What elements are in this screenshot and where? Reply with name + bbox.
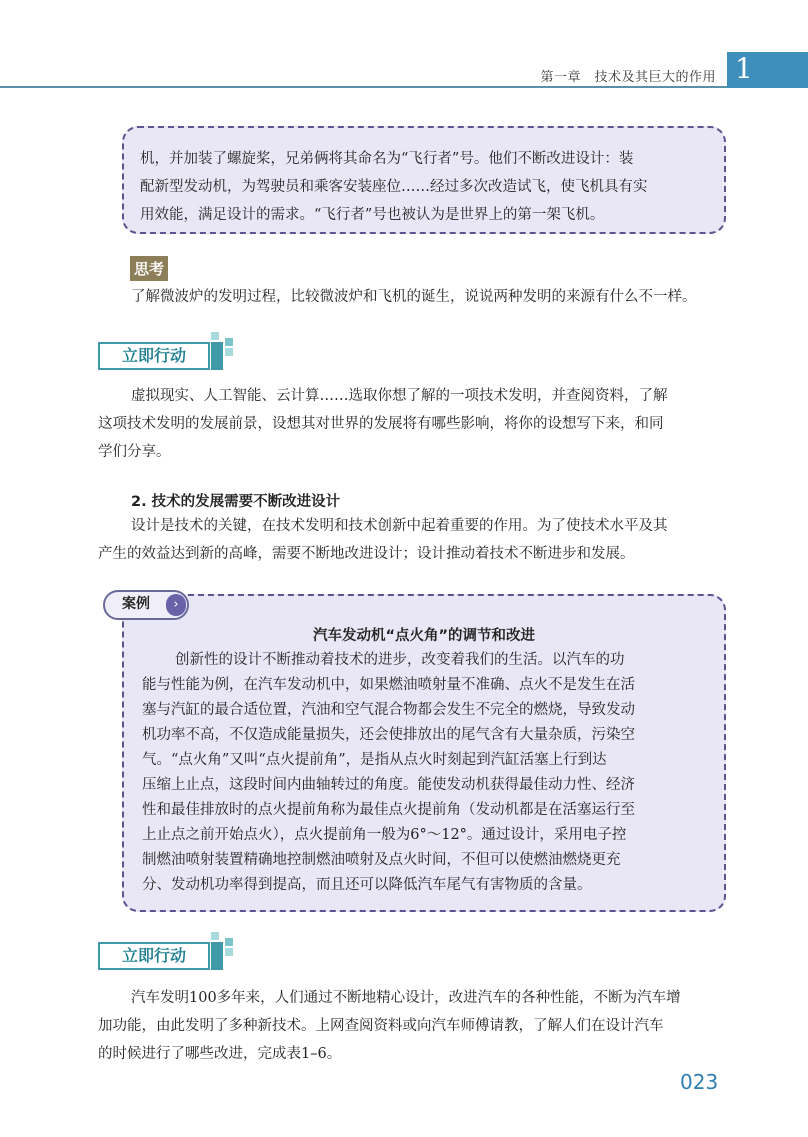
- header-rule: [0, 86, 735, 88]
- action-label: 立即行动: [98, 342, 210, 370]
- action-label: 立即行动: [98, 942, 210, 970]
- deco-square: [211, 342, 223, 370]
- action2-line: 的时候进行了哪些改进，完成表1–6。: [98, 1046, 342, 1062]
- case-line: 分、发动机功率得到提高，而且还可以降低汽车尾气有害物质的含量。: [142, 877, 592, 893]
- story-line: 机，并加装了螺旋桨，兄弟俩将其命名为“飞行者”号。他们不断改进设计：装: [140, 151, 634, 167]
- deco-square: [225, 938, 233, 946]
- action1-line: 学们分享。: [98, 444, 171, 460]
- deco-square: [225, 948, 233, 956]
- case-line: 塞与汽缸的最合适位置，汽油和空气混合物都会发生不完全的燃烧，导致发动: [142, 702, 635, 718]
- think-text: 了解微波炉的发明过程，比较微波炉和飞机的诞生，说说两种发明的来源有什么不一样。: [131, 289, 697, 305]
- deco-square: [211, 932, 219, 940]
- action-badge: [98, 938, 238, 972]
- case-line: 能与性能为例，在汽车发动机中，如果燃油喷射量不准确、点火不是发生在活: [142, 677, 635, 693]
- case-line: 压缩上止点，这段时间内曲轴转过的角度。能使发动机获得最佳动力性、经济: [142, 777, 635, 793]
- deco-square: [211, 942, 223, 970]
- case-line: 机功率不高，不仅造成能量损失，还会使排放出的尾气含有大量杂质，污染空: [142, 727, 635, 743]
- case-title: 汽车发动机“点火角”的调节和改进: [312, 628, 536, 644]
- section-line: 产生的效益达到新的高峰，需要不断地改进设计；设计推动着技术不断进步和发展。: [98, 546, 635, 562]
- chapter-number: 1: [735, 52, 753, 85]
- deco-square: [211, 332, 219, 340]
- action-badge: [98, 338, 238, 372]
- section-line: 设计是技术的关键，在技术发明和技术创新中起着重要的作用。为了使技术水平及其: [131, 518, 668, 534]
- think-tag: 思考: [130, 256, 168, 281]
- chapter-title: 第一章 技术及其巨大的作用: [540, 70, 716, 85]
- page-number: 023: [680, 1070, 719, 1094]
- action2-line: 加功能，由此发明了多种新技术。上网查阅资料或向汽车师傅请教，了解人们在设计汽车: [98, 1018, 664, 1034]
- case-label: 案例: [122, 596, 150, 612]
- action1-line: 这项技术发明的发展前景，设想其对世界的发展将有哪些影响，将你的设想写下来，和同: [98, 416, 664, 432]
- chevron-right-icon: ›: [166, 594, 186, 616]
- case-line: 气。“点火角”又叫“点火提前角”，是指从点火时刻起到汽缸活塞上行到达: [142, 752, 607, 768]
- deco-square: [225, 348, 233, 356]
- section-title: 2. 技术的发展需要不断改进设计: [131, 494, 341, 510]
- action1-line: 虚拟现实、人工智能、云计算……选取你想了解的一项技术发明，并查阅资料，了解: [131, 388, 668, 404]
- case-line: 上止点之前开始点火），点火提前角一般为6°～12°。通过设计，采用电子控: [142, 827, 627, 843]
- case-line: 性和最佳排放时的点火提前角称为最佳点火提前角（发动机都是在活塞运行至: [142, 802, 635, 818]
- case-line: 制燃油喷射装置精确地控制燃油喷射及点火时间，不但可以使燃油燃烧更充: [142, 852, 621, 868]
- case-line: 创新性的设计不断推动着技术的进步，改变着我们的生活。以汽车的功: [175, 652, 625, 668]
- story-line: 配新型发动机，为驾驶员和乘客安装座位……经过多次改造试飞，使飞机具有实: [140, 179, 648, 195]
- deco-square: [225, 338, 233, 346]
- story-line: 用效能，满足设计的需求。“飞行者”号也被认为是世界上的第一架飞机。: [140, 207, 605, 223]
- action2-line: 汽车发明100多年来，人们通过不断地精心设计，改进汽车的各种性能，不断为汽车增: [131, 990, 681, 1006]
